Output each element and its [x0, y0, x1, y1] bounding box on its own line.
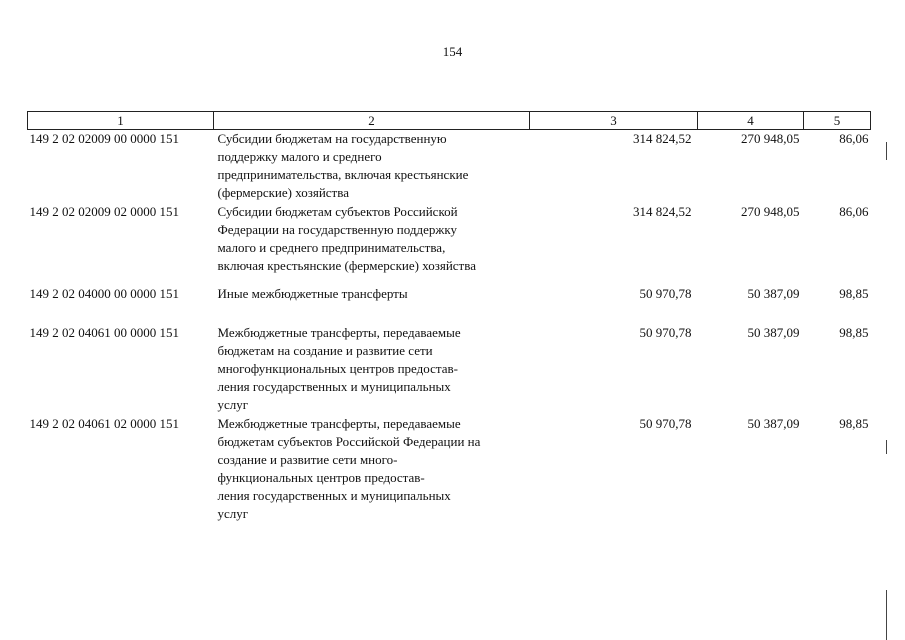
table-body	[28, 130, 871, 524]
percent-cell: 98,85	[839, 416, 869, 431]
table-row	[28, 415, 871, 523]
item-name-cell: Субсидии бюджетам на государственную поддержку малого и среднего предпринимательства, включая крестьянские (фермерские) хозяйства	[217, 131, 469, 200]
column-header-2: 2	[214, 112, 530, 130]
table-row	[28, 285, 871, 324]
amount-col4-cell: 270 948,05	[741, 131, 800, 146]
column-header-1: 1	[28, 112, 214, 130]
percent-cell: 86,06	[839, 204, 869, 219]
budget-code-cell: 149 2 02 02009 00 0000 151	[29, 131, 179, 146]
item-name-cell: Иные межбюджетные трансферты	[217, 286, 408, 301]
column-header-4: 4	[698, 112, 804, 130]
budget-code-cell: 149 2 02 02009 02 0000 151	[29, 204, 179, 219]
percent-cell: 98,85	[839, 325, 869, 340]
budget-code-cell: 149 2 02 04061 00 0000 151	[29, 325, 179, 340]
item-name-cell: Межбюджетные трансферты, передаваемые бюджетам на создание и развитие сети многофункциональных центров предостав- ления государственных и муниципальных услуг	[217, 325, 461, 412]
column-header-5: 5	[804, 112, 871, 130]
amount-col3-cell: 50 970,78	[639, 416, 692, 431]
amount-col3-cell: 314 824,52	[633, 131, 692, 146]
page-number: 154	[442, 44, 463, 59]
scan-margin-mark	[886, 590, 887, 640]
amount-col3-cell: 50 970,78	[639, 325, 692, 340]
amount-col4-cell: 50 387,09	[747, 325, 800, 340]
budget-code-cell: 149 2 02 04000 00 0000 151	[29, 286, 179, 301]
amount-col3-cell: 50 970,78	[639, 286, 692, 301]
scan-margin-mark	[886, 142, 887, 160]
budget-table	[27, 111, 871, 523]
table-header	[28, 112, 871, 130]
table-row	[28, 130, 871, 204]
scan-margin-mark	[886, 440, 887, 454]
amount-col4-cell: 50 387,09	[747, 416, 800, 431]
item-name-cell: Межбюджетные трансферты, передаваемые бюджетам субъектов Российской Федерации на создание и развитие сети много- функциональных центров предостав- ления государственных и муниципальных услуг	[217, 416, 481, 521]
percent-cell: 98,85	[839, 286, 869, 301]
column-header-3: 3	[530, 112, 698, 130]
table-row	[28, 324, 871, 415]
amount-col4-cell: 50 387,09	[747, 286, 800, 301]
header-row	[28, 112, 871, 130]
amount-col3-cell: 314 824,52	[633, 204, 692, 219]
table-row	[28, 203, 871, 285]
budget-code-cell: 149 2 02 04061 02 0000 151	[29, 416, 179, 431]
item-name-cell: Субсидии бюджетам субъектов Российской Федерации на государственную поддержку малого и среднего предпринимательства, включая крестьянские (фермерские) хозяйства	[217, 204, 476, 273]
percent-cell: 86,06	[839, 131, 869, 146]
amount-col4-cell: 270 948,05	[741, 204, 800, 219]
